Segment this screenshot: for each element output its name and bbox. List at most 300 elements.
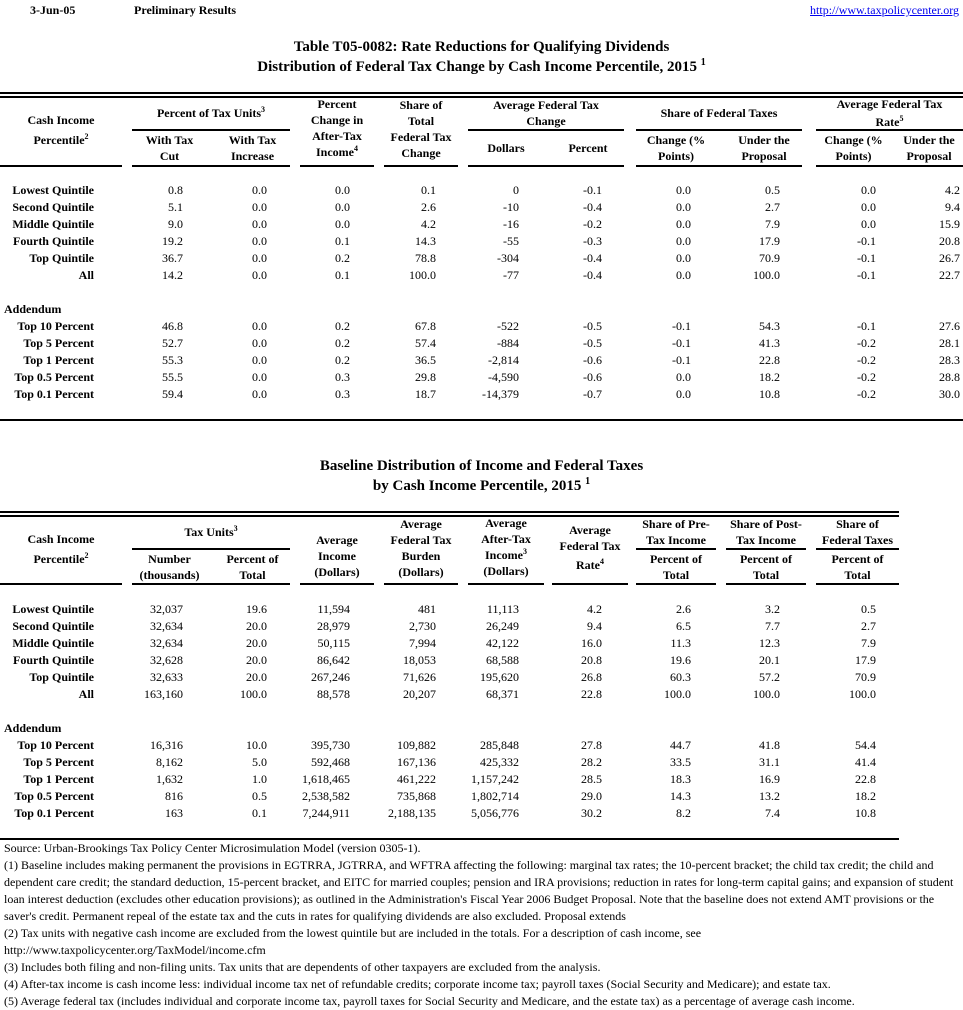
- table2-title-line1: Baseline Distribution of Income and Federal Taxes: [319, 458, 644, 474]
- table-cell: 41.8: [759, 738, 780, 752]
- table-cell: 18.2: [855, 789, 876, 803]
- table-cell: -0.4: [583, 268, 602, 282]
- rule: [816, 583, 899, 585]
- row-label: Top 0.5 Percent: [14, 789, 94, 803]
- table-cell: -4,590: [488, 370, 519, 384]
- table-cell: 0.0: [676, 183, 691, 197]
- table-cell: 481: [418, 602, 436, 616]
- col-header-share-under-proposal: Under the Proposal: [738, 133, 790, 163]
- table-cell: 32,037: [150, 602, 183, 616]
- footnote-3: (3) Includes both filing and non-filing units. Tax units that are dependents of other taxpayers are excluded from the analysis.: [4, 960, 601, 974]
- table-cell: 0.0: [252, 217, 267, 231]
- footnote-ref: 1: [585, 476, 591, 487]
- col-header-cash-income: Cash Income Percentile$^2$: [27, 113, 95, 147]
- table-cell: 22.8: [581, 687, 602, 701]
- table-cell: 5,056,776: [471, 806, 519, 820]
- col-header-with-tax-cut: With Tax Cut: [145, 133, 194, 163]
- report-status: Preliminary Results: [134, 3, 237, 17]
- table-cell: 13.2: [759, 789, 780, 803]
- col-header-rate-under-proposal: Under the Proposal: [903, 133, 955, 163]
- table-cell: -0.1: [857, 319, 876, 333]
- addendum-label: Addendum: [4, 721, 62, 735]
- table-cell: 41.3: [759, 336, 780, 350]
- table-cell: 7.4: [765, 806, 780, 820]
- table-cell: 36.7: [162, 251, 183, 265]
- table1-title: [0, 37, 963, 77]
- rule: [552, 583, 628, 585]
- table-cell: 0.0: [676, 251, 691, 265]
- table-cell: 52.7: [162, 336, 183, 350]
- table-cell: -0.1: [583, 183, 602, 197]
- table-cell: 0.0: [676, 234, 691, 248]
- table-cell: 20.1: [759, 653, 780, 667]
- table-cell: 20,207: [403, 687, 436, 701]
- row-label: Top 5 Percent: [23, 755, 94, 769]
- row-label: Top Quintile: [29, 670, 94, 684]
- table-cell: 9.0: [168, 217, 183, 231]
- table-cell: 0.3: [335, 370, 350, 384]
- table-cell: 2.7: [861, 619, 876, 633]
- rule: [300, 165, 374, 167]
- table-cell: 22.8: [855, 772, 876, 786]
- table-cell: 816: [165, 789, 183, 803]
- table-cell: 0.0: [252, 268, 267, 282]
- rule: [726, 548, 806, 550]
- col-header-percent-total: Percent of Total: [226, 552, 279, 582]
- table-cell: 4.2: [945, 183, 960, 197]
- table-cell: 0.2: [335, 336, 350, 350]
- table-cell: 31.1: [759, 755, 780, 769]
- table-cell: -0.5: [583, 319, 602, 333]
- table-cell: 267,246: [311, 670, 350, 684]
- table-cell: 32,634: [150, 636, 183, 650]
- table-cell: -77: [503, 268, 519, 282]
- col-header-avg-income: Average Income (Dollars): [314, 533, 360, 579]
- row-label: Middle Quintile: [12, 636, 94, 650]
- table-cell: 8.2: [676, 806, 691, 820]
- table-cell: 195,620: [480, 670, 519, 684]
- table-cell: 0.0: [252, 319, 267, 333]
- table-cell: 0.8: [168, 183, 183, 197]
- table-cell: 100.0: [753, 268, 780, 282]
- table2-title-line2: by Cash Income Percentile, 2015: [372, 478, 582, 494]
- table-cell: 0.0: [676, 217, 691, 231]
- table2-title: [0, 456, 963, 496]
- table-cell: 29.0: [581, 789, 602, 803]
- table-cell: 28.1: [939, 336, 960, 350]
- table-cell: 9.4: [587, 619, 602, 633]
- table-cell: 425,332: [480, 755, 519, 769]
- rule: [132, 583, 290, 585]
- col-subheader-percent-total: Percent of Total: [831, 552, 884, 582]
- table-cell: 1,632: [156, 772, 183, 786]
- table-cell: 100.0: [409, 268, 436, 282]
- rule: [816, 548, 899, 550]
- table-cell: 14.3: [670, 789, 691, 803]
- table-cell: 20.0: [246, 653, 267, 667]
- rule: [636, 583, 716, 585]
- table-cell: 19.2: [162, 234, 183, 248]
- table-cell: 0.0: [676, 387, 691, 401]
- table-cell: 60.3: [670, 670, 691, 684]
- row-label: Top 10 Percent: [17, 319, 94, 333]
- table-cell: 11,113: [486, 602, 519, 616]
- table-cell: -55: [503, 234, 519, 248]
- col-group-share-fed-taxes: Share of Federal Taxes: [660, 106, 778, 120]
- table-cell: 0.0: [676, 268, 691, 282]
- col-header-share-pretax: Share of Pre- Tax Income: [642, 517, 710, 547]
- table-cell: 16,316: [150, 738, 183, 752]
- table-cell: 0.2: [335, 319, 350, 333]
- table-cell: 163: [165, 806, 183, 820]
- table-cell: 26.7: [939, 251, 960, 265]
- table-cell: 2,538,582: [302, 789, 350, 803]
- table-cell: 68,588: [486, 653, 519, 667]
- table-cell: 20.0: [246, 636, 267, 650]
- table-cell: 100.0: [240, 687, 267, 701]
- col-header-cash-income: Cash Income Percentile$^2$: [27, 532, 95, 566]
- row-label: Fourth Quintile: [12, 653, 94, 667]
- table-cell: 19.6: [670, 653, 691, 667]
- row-label: Top 1 Percent: [23, 353, 94, 367]
- table-cell: 109,882: [397, 738, 436, 752]
- table-cell: -0.1: [857, 251, 876, 265]
- table-cell: 3.2: [765, 602, 780, 616]
- table-cell: 18.7: [415, 387, 436, 401]
- table-cell: 28,979: [317, 619, 350, 633]
- row-label: Top Quintile: [29, 251, 94, 265]
- table-cell: 55.3: [162, 353, 183, 367]
- table-cell: 0.0: [252, 251, 267, 265]
- row-label: Second Quintile: [12, 200, 94, 214]
- table-cell: -0.7: [583, 387, 602, 401]
- table-cell: 17.9: [759, 234, 780, 248]
- table-cell: 167,136: [397, 755, 436, 769]
- table-cell: 86,642: [317, 653, 350, 667]
- rule: [132, 129, 290, 131]
- rule: [726, 583, 806, 585]
- table-cell: 4.2: [587, 602, 602, 616]
- table-cell: 9.4: [945, 200, 960, 214]
- table-cell: 67.8: [415, 319, 436, 333]
- table-cell: 46.8: [162, 319, 183, 333]
- row-label: Fourth Quintile: [12, 234, 94, 248]
- table-cell: 0.0: [335, 183, 350, 197]
- table-cell: 44.7: [670, 738, 691, 752]
- table-cell: -0.4: [583, 200, 602, 214]
- table-cell: 1,802,714: [471, 789, 519, 803]
- table1-title-line1: Table T05-0082: Rate Reductions for Qualifying Dividends: [293, 39, 670, 55]
- col-header-avg-tax-burden: Average Federal Tax Burden (Dollars): [390, 517, 452, 579]
- col-header-number: Number (thousands): [139, 552, 200, 582]
- table-cell: 20.0: [246, 670, 267, 684]
- row-label: Lowest Quintile: [12, 183, 94, 197]
- table-cell: 100.0: [849, 687, 876, 701]
- table-cell: 27.6: [939, 319, 960, 333]
- table-cell: 0.0: [252, 336, 267, 350]
- footnote-2: (2) Tax units with negative cash income are excluded from the lowest quintile but are included in the totals. For a description of cash income, see http://www.taxpolicycenter.org/TaxModel/income.cfm: [4, 926, 702, 957]
- rule: [384, 165, 458, 167]
- table-cell: 20.0: [246, 619, 267, 633]
- table-cell: 5.0: [252, 755, 267, 769]
- table-cell: -0.2: [857, 387, 876, 401]
- table-cell: 6.5: [676, 619, 691, 633]
- table-cell: -0.2: [857, 336, 876, 350]
- table-cell: 0.2: [335, 353, 350, 367]
- table-cell: 0.0: [861, 217, 876, 231]
- table-cell: -0.2: [583, 217, 602, 231]
- table-cell: 0.3: [335, 387, 350, 401]
- table-cell: 16.9: [759, 772, 780, 786]
- table-cell: 41.4: [855, 755, 876, 769]
- table-cell: 32,634: [150, 619, 183, 633]
- table-cell: 20.8: [581, 653, 602, 667]
- row-label: All: [78, 687, 94, 701]
- table-cell: 33.5: [670, 755, 691, 769]
- row-label: Top 5 Percent: [23, 336, 94, 350]
- table-cell: 20.8: [939, 234, 960, 248]
- table-cell: -884: [497, 336, 519, 350]
- table-cell: -0.4: [583, 251, 602, 265]
- table-cell: 4.2: [421, 217, 436, 231]
- footnote-5: (5) Average federal tax (includes individual and corporate income tax, payroll taxes for Social Security and Medicare, and the estate tax) as a percentage of average cash income.: [4, 994, 855, 1008]
- table-cell: -10: [503, 200, 519, 214]
- rule: [816, 165, 963, 167]
- report-date: 3-Jun-05: [30, 3, 76, 17]
- table1-bottom-rule: [0, 419, 963, 421]
- col-header-share-total-change: Share of Total Federal Tax Change: [390, 98, 452, 160]
- rule: [468, 129, 624, 131]
- rule: [300, 583, 374, 585]
- col-group-avg-fed-tax-rate: Average Federal Tax Rate$^5$: [836, 97, 943, 129]
- table-cell: 0.0: [676, 200, 691, 214]
- table-cell: 7.9: [861, 636, 876, 650]
- rule: [636, 165, 802, 167]
- table-cell: -0.2: [857, 370, 876, 384]
- table-cell: -14,379: [482, 387, 519, 401]
- table-cell: 7.9: [765, 217, 780, 231]
- table-cell: 11.3: [670, 636, 691, 650]
- table-cell: 0.0: [676, 370, 691, 384]
- table-cell: 735,868: [397, 789, 436, 803]
- source-note: Source: Urban-Brookings Tax Policy Center Microsimulation Model (version 0305-1).: [4, 841, 421, 855]
- table-cell: 592,468: [311, 755, 350, 769]
- table-cell: 0.0: [335, 200, 350, 214]
- table-cell: 15.9: [939, 217, 960, 231]
- col-header-avg-fed-rate: Average Federal Tax Rate$^4$: [559, 523, 621, 572]
- footnote-ref: 1: [700, 57, 706, 68]
- table-cell: 71,626: [403, 670, 436, 684]
- table-cell: -0.6: [583, 370, 602, 384]
- table-cell: 42,122: [486, 636, 519, 650]
- table-cell: -0.1: [672, 336, 691, 350]
- table-cell: 0.0: [861, 200, 876, 214]
- table-cell: 54.3: [759, 319, 780, 333]
- table-cell: 18,053: [403, 653, 436, 667]
- table-cell: 28.3: [939, 353, 960, 367]
- table-cell: 16.0: [581, 636, 602, 650]
- table-cell: 70.9: [855, 670, 876, 684]
- table-cell: 0.0: [252, 234, 267, 248]
- row-label: Lowest Quintile: [12, 602, 94, 616]
- table-cell: 32,633: [150, 670, 183, 684]
- table-cell: 0.2: [335, 251, 350, 265]
- rule: [636, 129, 802, 131]
- table-cell: 28.8: [939, 370, 960, 384]
- table-cell: 100.0: [753, 687, 780, 701]
- table-cell: 32,628: [150, 653, 183, 667]
- row-label: Middle Quintile: [12, 217, 94, 231]
- table-cell: 2,730: [409, 619, 436, 633]
- table-cell: -2,814: [488, 353, 519, 367]
- table-cell: -0.5: [583, 336, 602, 350]
- table-cell: 0.1: [335, 234, 350, 248]
- table-cell: 0.0: [335, 217, 350, 231]
- rule: [636, 548, 716, 550]
- col-group-pct-tax-units: Percent of Tax Units$^3$: [156, 105, 266, 120]
- table-cell: 12.3: [759, 636, 780, 650]
- table-cell: 54.4: [855, 738, 876, 752]
- row-label: Top 0.1 Percent: [14, 806, 94, 820]
- table-cell: -0.1: [672, 353, 691, 367]
- col-group-tax-units: Tax Units$^3$: [184, 524, 238, 539]
- col-header-with-tax-increase: With Tax Increase: [228, 133, 277, 163]
- table-cell: 0.5: [252, 789, 267, 803]
- table-cell: 18.3: [670, 772, 691, 786]
- footnote-4: (4) After-tax income is cash income less: individual income tax net of refundable credits; corporate income tax; payroll taxes (Social Security and Medicare); and estate tax.: [4, 977, 831, 991]
- col-header-share-posttax: Share of Post- Tax Income: [730, 517, 802, 547]
- table-cell: 14.3: [415, 234, 436, 248]
- table-cell: 0.0: [252, 370, 267, 384]
- table-cell: -16: [503, 217, 519, 231]
- table-cell: 461,222: [397, 772, 436, 786]
- col-header-dollars: Dollars: [487, 141, 525, 155]
- table-cell: 10.8: [855, 806, 876, 820]
- table-cell: 0.0: [252, 183, 267, 197]
- table-cell: -0.1: [672, 319, 691, 333]
- addendum-label: Addendum: [4, 302, 62, 316]
- row-label: Top 10 Percent: [17, 738, 94, 752]
- table-cell: -0.2: [857, 353, 876, 367]
- table-cell: 0.0: [252, 387, 267, 401]
- table-cell: 163,160: [144, 687, 183, 701]
- table-cell: 36.5: [415, 353, 436, 367]
- table-cell: 2.6: [676, 602, 691, 616]
- table-cell: 28.5: [581, 772, 602, 786]
- table-cell: 22.8: [759, 353, 780, 367]
- col-group-avg-fed-tax-change: Average Federal Tax Change: [493, 98, 599, 128]
- table-cell: 50,115: [317, 636, 350, 650]
- col-header-share-change-pts: Change (% Points): [646, 133, 706, 163]
- row-label: Top 0.1 Percent: [14, 387, 94, 401]
- col-subheader-percent-total: Percent of Total: [649, 552, 703, 582]
- row-label: All: [78, 268, 94, 282]
- table-cell: 22.7: [939, 268, 960, 282]
- table-cell: 10.0: [246, 738, 267, 752]
- table-cell: 7,244,911: [302, 806, 350, 820]
- col-header-share-fed-taxes: Share of Federal Taxes: [822, 517, 893, 547]
- table-cell: 70.9: [759, 251, 780, 265]
- rule: [132, 165, 290, 167]
- col-header-rate-change-pts: Change (% Points): [824, 133, 883, 163]
- table-cell: 14.2: [162, 268, 183, 282]
- row-label: Top 1 Percent: [23, 772, 94, 786]
- table-cell: 30.0: [939, 387, 960, 401]
- table-cell: 0.0: [252, 353, 267, 367]
- table-cell: 7,994: [409, 636, 436, 650]
- table-cell: 395,730: [311, 738, 350, 752]
- table-cell: 59.4: [162, 387, 183, 401]
- table-cell: 28.2: [581, 755, 602, 769]
- col-header-percent: Percent: [568, 141, 608, 155]
- table-cell: 5.1: [168, 200, 183, 214]
- rule: [0, 165, 122, 167]
- row-label: Second Quintile: [12, 619, 94, 633]
- table-cell: -0.3: [583, 234, 602, 248]
- table-cell: 0.5: [861, 602, 876, 616]
- table-cell: 285,848: [480, 738, 519, 752]
- table-cell: 0.0: [252, 200, 267, 214]
- table-cell: 57.4: [415, 336, 436, 350]
- table-cell: 26.8: [581, 670, 602, 684]
- table-cell: 27.8: [581, 738, 602, 752]
- table-cell: 1.0: [252, 772, 267, 786]
- table-cell: 1,157,242: [471, 772, 519, 786]
- table-cell: 0.0: [861, 183, 876, 197]
- table-cell: -304: [497, 251, 519, 265]
- footnote-1: (1) Baseline includes making permanent the provisions in EGTRRA, JGTRRA, and WFTRA affecting the following: marginal tax rates; the 10-percent bracket; the child tax credit; the child and dependent care credit; the standard deduction, 15-percent bracket, and EITC for married couples; pension and IRA provisions; reduction in rates for long-term capital gains; and expansion of student loan interest deduction (excludes other education provisions); as outlined in the Administration's Fiscal Year 2006 Budget Proposal. Note that the baseline does not extend AMT provisions or the saver's credit. Permanent repeal of the estate tax and the cuts in rates for qualifying dividends are also excluded. Proposal extends: [4, 858, 954, 923]
- table-cell: 11,594: [317, 602, 350, 616]
- table-cell: 0.5: [765, 183, 780, 197]
- table-cell: 88,578: [317, 687, 350, 701]
- tpc-link[interactable]: http://www.taxpolicycenter.org: [810, 3, 959, 17]
- table-cell: 57.2: [759, 670, 780, 684]
- table-cell: 0: [513, 183, 519, 197]
- table-cell: 26,249: [486, 619, 519, 633]
- table-cell: 19.6: [246, 602, 267, 616]
- rule: [0, 583, 122, 585]
- rule: [384, 583, 458, 585]
- table-cell: 0.1: [421, 183, 436, 197]
- table-cell: 100.0: [664, 687, 691, 701]
- table-cell: 78.8: [415, 251, 436, 265]
- table-cell: 17.9: [855, 653, 876, 667]
- table-cell: 7.7: [765, 619, 780, 633]
- table-cell: -522: [497, 319, 519, 333]
- rule: [468, 583, 544, 585]
- table-cell: -0.1: [857, 268, 876, 282]
- table-cell: 1,618,465: [302, 772, 350, 786]
- table-cell: 0.1: [335, 268, 350, 282]
- table-cell: 29.8: [415, 370, 436, 384]
- table-cell: 2.7: [765, 200, 780, 214]
- table-cell: 18.2: [759, 370, 780, 384]
- table-cell: 2,188,135: [388, 806, 436, 820]
- col-header-pct-change-after-tax: Percent Change in After-Tax Income$^4$: [310, 97, 364, 159]
- table-cell: 30.2: [581, 806, 602, 820]
- table-cell: 68,371: [486, 687, 519, 701]
- row-label: Top 0.5 Percent: [14, 370, 94, 384]
- col-subheader-percent-total: Percent of Total: [739, 552, 793, 582]
- table-cell: 2.6: [421, 200, 436, 214]
- table1-title-line2: Distribution of Federal Tax Change by Cash Income Percentile, 2015: [257, 59, 697, 75]
- table-cell: 10.8: [759, 387, 780, 401]
- table-cell: 8,162: [156, 755, 183, 769]
- table-cell: 55.5: [162, 370, 183, 384]
- table-cell: 0.1: [252, 806, 267, 820]
- rule: [816, 129, 963, 131]
- col-header-avg-after-tax: Average After-Tax Income$^3$ (Dollars): [481, 516, 531, 578]
